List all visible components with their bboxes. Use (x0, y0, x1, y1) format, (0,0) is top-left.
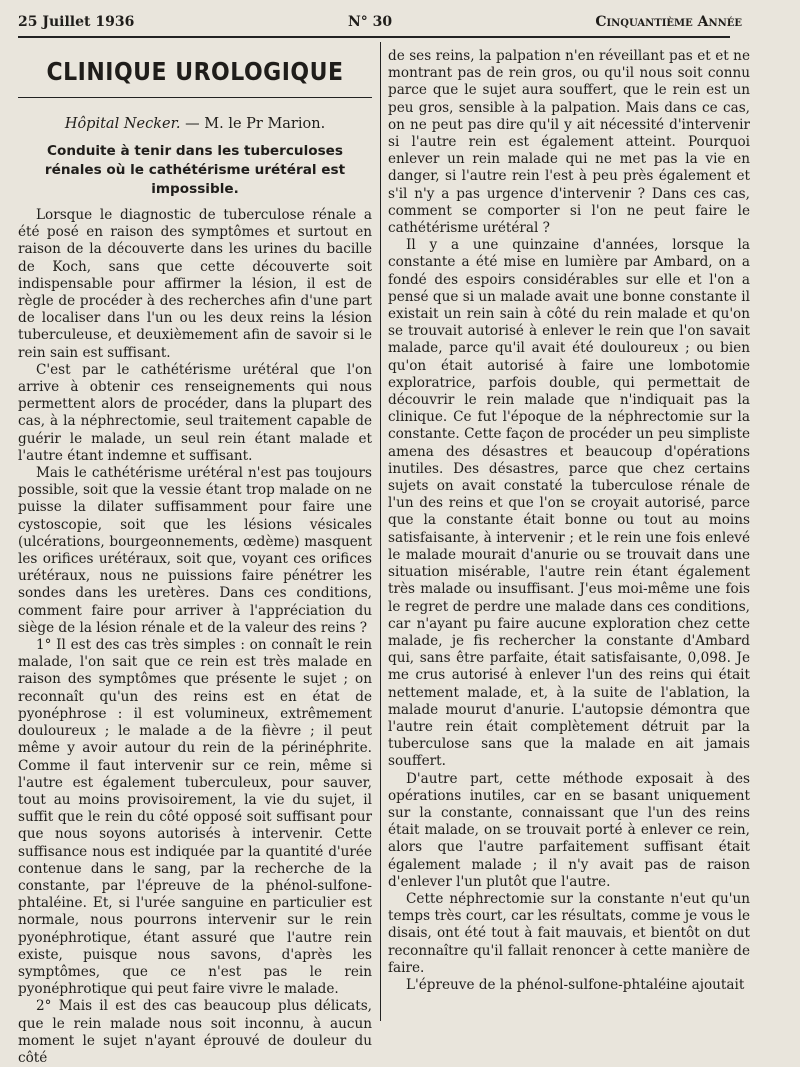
header-rule (18, 36, 730, 38)
header-year: Cinquantième Année (595, 14, 742, 30)
paragraph: Il y a une quinzaine d'années, lorsque la constante a été mise en lumière par Ambard, on a fondé des espoirs considérables sur elle et l'on a pensé que si un malade avait une bonne constante il existait un rein sain à côté du rein malade et qu'on se trouvait autorisé à enlever le rein que l'on savait malade, parce qu'il avait été douloureux ; ou bien qu'on était autorisé à faire une lombotomie exploratrice, parfois double, qui permettait de découvrir le rein malade que n'indiquait pas la clinique. Ce fut l'époque de la néphrectomie sur la constante. Cette façon de procéder un peu simpliste amena des désastres et beaucoup d'opérations inutiles. Des désastres, parce que chez certains sujets on avait constaté la tuberculose rénale de l'un des reins et que l'on se croyait autorisé, parce que la constante était bonne ou tout au moins satisfaisante, à intervenir ; et le rein une fois enlevé le malade mourait d'anurie ou se trouvait dans une situation misérable, l'autre rein étant également très malade ou insuffisant. J'eus moi-même une fois le regret de perdre une malade dans ces conditions, car n'ayant pu faire aucune exploration chez cette malade, je fis rechercher la constante d'Ambard qui, sans être parfaite, était satisfaisante, 0,098. Je me crus autorisé à enlever l'un des reins qui était nettement malade, et, à la suite de l'ablation, la malade mourut d'anurie. L'autopsie démontra que l'autre rein était complètement détruit par la tuberculose sans que la malade en ait jamais souffert. (388, 237, 750, 770)
left-body (18, 207, 372, 1067)
header-issue-number: N° 30 (348, 14, 393, 30)
header-date: 25 Juillet 1936 (18, 14, 135, 30)
page-header (18, 14, 742, 38)
paragraph: 1° Il est des cas très simples : on connaît le rein malade, l'on sait que ce rein est très malade en raison des symptômes que présente le sujet ; on reconnaît qu'un des reins est en état de pyonéphrose : il est volumineux, extrêmement douloureux ; le malade a de la fièvre ; il peut même y avoir autour du rein de la périnéphrite. Comme il faut intervenir sur ce rein, même si l'autre est également tuberculeux, pour sauver, tout au moins provisoirement, la vie du sujet, il suffit que le rein du côté opposé soit suffisant pour que nous soyons autorisés à intervenir. Cette suffisance nous est indiquée par la quantité d'urée contenue dans le sang, par la recherche de la constante, par l'épreuve de la phénol-sulfone-phtaléine. Et, si l'urée sanguine en particulier est normale, nous pourrons intervenir sur le rein pyonéphrotique, étant assuré que l'autre rein existe, puisque nous savons, d'après les symptômes, que ce n'est pas le rein pyonéphrotique qui peut faire vivre le malade. (18, 637, 372, 998)
column-divider (380, 42, 381, 1021)
paragraph: L'épreuve de la phénol-sulfone-phtaléine ajoutait (406, 976, 745, 993)
section-title: CLINIQUE UROLOGIQUE (46, 58, 344, 87)
author-name: — M. le Pr Marion. (185, 116, 326, 132)
paragraph: 2° Mais il est des cas beaucoup plus délicats, que le rein malade nous soit inconnu, à aucun moment le sujet n'ayant éprouvé de douleur du côté (18, 998, 372, 1066)
hospital-line (18, 116, 372, 132)
paragraph: de ses reins, la palpation n'en réveillant pas et et ne montrant pas de rein gros, ou qu'il nous soit connu parce que le sujet aura souffert, que le rein est un peu gros, sensible à la palpation. Mais dans ce cas, on ne peut pas dire qu'il y ait nécessité d'intervenir si l'autre rein est également atteint. Pourquoi enlever un rein malade qui ne met pas la vie en danger, si l'autre rein l'est à peu près également et s'il n'y a pas urgence d'intervenir ? Dans ces cas, comment se comporter si l'on ne peut faire le cathétérisme urétéral ? (388, 48, 750, 237)
right-column (388, 48, 750, 994)
paragraph: Mais le cathétérisme urétéral n'est pas toujours possible, soit que la vessie étant trop malade on ne puisse la dilater suffisamment pour faire une cystoscopie, soit que les lésions vésicales (ulcérations, bourgeonnements, œdème) masquent les orifices urétéraux, soit que, voyant ces orifices urétéraux, nous ne puissions faire pénétrer les sondes dans les uretères. Dans ces conditions, comment faire pour arriver à l'appréciation du siège de la lésion rénale et de la valeur des reins ? (18, 465, 372, 636)
paragraph: C'est par le cathétérisme urétéral que l'on arrive à obtenir ces renseignements qui nous permettent alors de procéder, dans la plupart des cas, à la néphrectomie, seul traitement capable de guérir le malade, un seul rein étant malade et l'autre étant indemne et suffisant. (18, 361, 372, 464)
paragraph: Lorsque le diagnostic de tuberculose rénale a été posé en raison des symptômes et surtout en raison de la découverte dans les urines du bacille de Koch, sans que cette découverte soit indispensable pour affirmer la lésion, il est de règle de procéder à des recherches afin d'une part de localiser dans l'un ou les deux reins la lésion tuberculeuse, et deuxièmement afin de savoir si le rein sain est suffisant. (18, 207, 372, 361)
left-column (18, 44, 372, 1067)
article-title: Conduite à tenir dans les tuberculoses rénales où le cathétérisme urétéral est impossible. (44, 143, 346, 197)
title-rule (18, 97, 372, 98)
paragraph: Cette néphrectomie sur la constante n'eut qu'un temps très court, car les résultats, comme je vous le disais, ont été tout à fait mauvais, et bientôt on dut reconnaître qu'il fallait renoncer à cette manière de faire. (388, 890, 750, 976)
paragraph: D'autre part, cette méthode exposait à des opérations inutiles, car en se basant uniquement sur la constante, connaissant que l'un des reins était malade, on se trouvait porté à enlever ce rein, alors que l'autre parfaitement suffisant était également malade ; il n'y avait pas de raison d'enlever l'un plutôt que l'autre. (388, 770, 750, 890)
right-body (388, 48, 750, 994)
hospital-name: Hôpital Necker. (64, 116, 181, 132)
